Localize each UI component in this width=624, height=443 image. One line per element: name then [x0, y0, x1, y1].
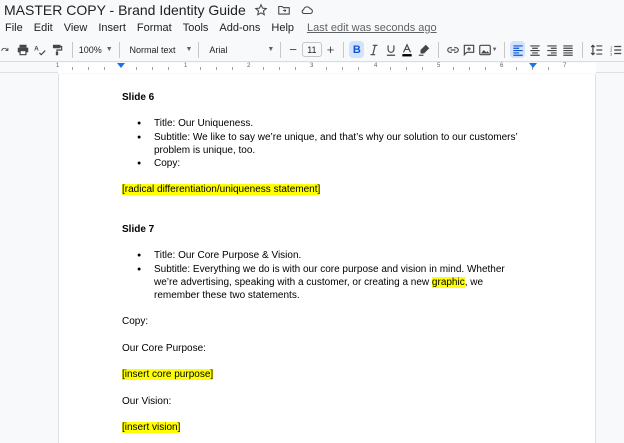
- ruler-tick: [168, 67, 169, 70]
- style-dropdown[interactable]: [130, 45, 193, 55]
- copy-label: Copy:: [122, 316, 149, 328]
- menu-edit[interactable]: Edit: [33, 21, 53, 34]
- insert-image-icon[interactable]: [478, 40, 498, 60]
- core-purpose-placeholder: [insert core purpose]: [122, 369, 214, 381]
- menu-addons[interactable]: Add-ons: [219, 21, 261, 34]
- menu-insert[interactable]: Insert: [98, 21, 126, 34]
- ruler-tick: [152, 67, 153, 70]
- svg-text:2: 2: [609, 48, 612, 53]
- menu-format[interactable]: Format: [136, 21, 172, 34]
- ruler-tick: [326, 67, 327, 70]
- ruler-tick: [390, 67, 391, 70]
- increase-font-size-button[interactable]: +: [326, 42, 335, 57]
- ruler-number: 1: [56, 63, 60, 69]
- list-item: ● Title: Our Core Purpose & Vision.: [122, 249, 522, 262]
- cloud-status-icon[interactable]: [299, 2, 315, 18]
- toolbar-divider: [438, 42, 439, 58]
- ruler-tick: [263, 67, 264, 70]
- bold-button[interactable]: B: [349, 41, 364, 58]
- slide6-bullet-list: [122, 117, 522, 170]
- ruler-tick: [88, 67, 89, 70]
- paint-format-icon[interactable]: [49, 40, 66, 60]
- ruler-tick: [422, 67, 423, 70]
- ruler-tick: [279, 67, 280, 70]
- menu-file[interactable]: File: [5, 21, 23, 34]
- ruler-number: 1: [184, 63, 188, 69]
- toolbar-divider: [343, 42, 344, 58]
- menu-bar: [0, 19, 624, 36]
- ruler-tick: [104, 67, 105, 70]
- toolbar: [0, 38, 624, 62]
- font-value: Arial: [209, 44, 228, 55]
- align-left-icon[interactable]: [510, 41, 525, 58]
- print-icon[interactable]: [14, 40, 31, 60]
- ruler-tick: [453, 67, 454, 70]
- slide6-heading: Slide 6: [122, 92, 155, 103]
- spellcheck-icon[interactable]: [31, 40, 48, 60]
- ruler-tick: [469, 67, 470, 70]
- ruler-number: 3: [310, 63, 314, 69]
- toolbar-divider: [72, 42, 73, 58]
- document-body[interactable]: [122, 91, 522, 434]
- ruler-tick: [485, 67, 486, 70]
- ruler-tick: [406, 67, 407, 70]
- last-edit-link[interactable]: Last edit was seconds ago: [307, 21, 437, 34]
- right-indent-marker[interactable]: [529, 63, 537, 68]
- ruler-number: 7: [563, 63, 567, 69]
- subtitle-text-end: , we remember these two statements.: [154, 276, 484, 301]
- underline-icon[interactable]: [383, 40, 399, 60]
- ruler-tick: [136, 67, 137, 70]
- insert-link-icon[interactable]: [445, 40, 461, 60]
- redo-icon[interactable]: [0, 40, 10, 60]
- align-center-icon[interactable]: [527, 40, 543, 60]
- svg-text:3: 3: [609, 51, 612, 56]
- list-item: [122, 263, 522, 303]
- svg-text:A: A: [34, 45, 39, 53]
- menu-tools[interactable]: Tools: [182, 21, 209, 34]
- menu-view[interactable]: View: [63, 21, 88, 34]
- font-dropdown[interactable]: [209, 45, 274, 55]
- style-value: Normal text: [129, 44, 176, 55]
- numbered-list-icon[interactable]: [608, 40, 624, 60]
- core-purpose-label: Our Core Purpose:: [122, 342, 206, 354]
- ruler[interactable]: [0, 63, 624, 73]
- toolbar-divider: [582, 42, 583, 58]
- italic-icon[interactable]: [366, 40, 382, 60]
- vision-label: Our Vision:: [122, 395, 172, 407]
- zoom-dropdown[interactable]: [79, 45, 113, 55]
- justify-icon[interactable]: [560, 40, 576, 60]
- uniqueness-placeholder: [radical differentiation/uniqueness statement]: [122, 184, 321, 196]
- highlighted-word: graphic: [431, 276, 465, 288]
- document-page[interactable]: [58, 74, 596, 443]
- list-item: ● Copy:: [122, 157, 522, 170]
- slide7-heading: Slide 7: [122, 223, 155, 235]
- toolbar-divider: [119, 42, 120, 58]
- document-title[interactable]: MASTER COPY - Brand Identity Guide: [4, 2, 246, 18]
- toolbar-divider: [504, 42, 505, 58]
- menu-help[interactable]: Help: [271, 21, 295, 34]
- ruler-tick: [358, 67, 359, 70]
- vision-placeholder: [insert vision]: [122, 421, 181, 433]
- highlight-color-icon[interactable]: [415, 40, 431, 60]
- left-indent-marker[interactable]: [117, 63, 125, 68]
- font-size-input[interactable]: 11: [302, 42, 321, 57]
- ruler-tick: [295, 67, 296, 70]
- add-comment-icon[interactable]: [461, 40, 477, 60]
- zoom-value: 100%: [78, 44, 102, 55]
- ruler-number: 2: [247, 63, 251, 69]
- slide7-bullet-list: [122, 249, 522, 302]
- subtitle-text: Subtitle: Everything we do is with our core purpose and vision in mind. Whether we’re advertising, speaking with a customer, or creating a new: [154, 263, 505, 288]
- document-canvas: [0, 74, 624, 443]
- line-spacing-icon[interactable]: [589, 40, 605, 60]
- title-bar: [0, 0, 624, 20]
- move-folder-icon[interactable]: [276, 2, 292, 18]
- list-item: ● Subtitle: We like to say we’re unique, and that’s why our solution to our customers’ problem is unique, too.: [122, 131, 522, 157]
- chevron-down-icon: ▼: [491, 46, 498, 53]
- chevron-down-icon: ▼: [105, 46, 113, 53]
- ruler-number: 6: [500, 63, 504, 69]
- decrease-font-size-button[interactable]: −: [289, 42, 297, 57]
- ruler-tick: [200, 67, 201, 70]
- ruler-tick: [72, 67, 73, 70]
- ruler-number: 5: [437, 63, 441, 69]
- align-right-icon[interactable]: [543, 40, 559, 60]
- svg-text:1: 1: [609, 44, 612, 49]
- chevron-down-icon: ▼: [185, 46, 193, 53]
- toolbar-divider: [280, 42, 281, 58]
- toolbar-divider: [198, 42, 199, 58]
- text-color-icon[interactable]: [399, 40, 415, 60]
- ruler-tick: [516, 67, 517, 70]
- list-item: ● Title: Our Uniqueness.: [122, 117, 522, 130]
- ruler-number: 4: [374, 63, 378, 69]
- ruler-tick: [232, 67, 233, 70]
- star-icon[interactable]: [253, 2, 269, 18]
- chevron-down-icon: ▼: [267, 46, 275, 53]
- ruler-tick: [216, 67, 217, 70]
- ruler-tick: [342, 67, 343, 70]
- ruler-tick: [548, 67, 549, 70]
